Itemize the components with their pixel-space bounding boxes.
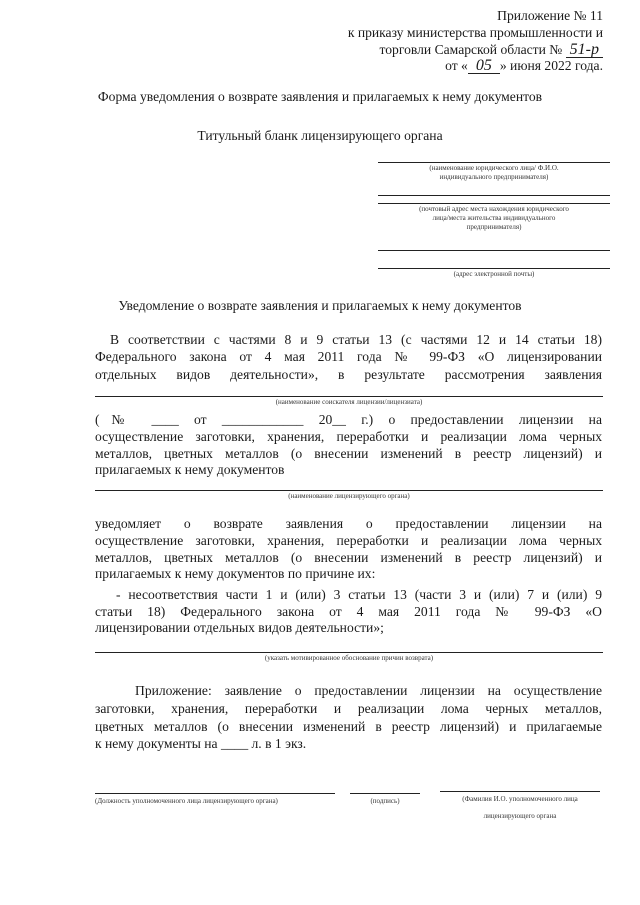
addressee-address-line-1 [378,195,610,196]
reason-line [95,652,603,653]
addressee-address-line-2 [378,203,610,204]
p4-line-3: лицензировании отдельных видов деятельности»; [95,620,384,635]
addressee-name-caption-1: (наименование юридического лица/ Ф.И.О. [429,164,559,172]
p2-line-3: металлов, цветных металлов (о внесении изменений в реестр лицензий) и [95,446,602,461]
header-date-suffix: » июня 2022 года. [499,58,603,73]
signature-line [350,793,420,794]
order-number-handwritten: 51-р [566,43,603,58]
p4-line-2: статьи 18) Федерального закона от 4 мая 2011 года № 99-ФЗ «О [95,604,602,619]
name-caption-2: лицензирующего органа [483,812,557,820]
appendix-line-4: к нему документы на ____ л. в 1 экз. [95,736,307,751]
header-ministry-prefix: торговли Самарской области № [379,42,563,57]
reason-caption: (указать мотивированное обоснование причин возврата) [264,654,434,662]
notice-title: Уведомление о возврате заявления и прилагаемых к нему документов [118,298,522,313]
p3-line-4: прилагаемых к нему документов по причине их: [95,566,376,581]
authority-line [95,490,603,491]
header-date-prefix: от « [445,58,468,73]
p3-line-2: осуществление заготовки, хранения, переработки и реализации лома черных [95,533,602,548]
addressee-extra-line [378,250,610,251]
applicant-caption: (наименование соискателя лицензии/лицензиата) [275,398,423,406]
header-date-line [445,58,603,74]
header-ministry-line [380,42,604,58]
appendix-line-3: цветных металлов (о внесении изменений в реестр лицензий) и прилагаемые [95,719,602,734]
p1-line-2: Федерального закона от 4 мая 2011 года № 99-ФЗ «О лицензировании [95,349,602,364]
position-line [95,793,335,794]
addressee-name-line [378,162,610,163]
name-caption-1: (Фамилия И.О. уполномоченного лица [462,795,578,803]
addressee-address-caption-2: лица/места жительства индивидуального [432,214,556,222]
appendix-line-2: заготовки, хранения, переработки и реализации лома черных металлов, [95,701,602,716]
addressee-name-caption-2: индивидуального предпринимателя) [439,173,549,181]
addressee-email-caption: (адрес электронной почты) [453,270,535,278]
authority-caption: (наименование лицензирующего органа) [288,492,410,500]
applicant-line [95,396,603,397]
p2-line-2: осуществление заготовки, хранения, переработки и реализации лома черных [95,429,602,444]
p1-line-3: отдельных видов деятельности», в результате рассмотрения заявления [95,367,602,382]
name-line [440,791,600,792]
addressee-address-caption-3: предпринимателя) [466,223,522,231]
header-appendix-number: Приложение № 11 [497,8,603,23]
p3-line-1: уведомляет о возврате заявления о предоставлении лицензии на [95,516,602,531]
p2-line-4: прилагаемых к нему документов [95,462,285,477]
blank-title: Титульный бланк лицензирующего органа [197,128,443,143]
addressee-email-line [378,268,610,269]
p1-line-1: В соответствии с частями 8 и 9 статьи 13 (с частями 12 и 14 статьи 18) [110,332,602,347]
p2-line-1: (№ ____ от ____________ 20__ г.) о предоставлении лицензии на [95,412,602,427]
addressee-address-caption-1: (почтовый адрес места нахождения юридического [419,205,569,213]
form-title: Форма уведомления о возврате заявления и прилагаемых к нему документов [97,89,543,104]
appendix-line-1: Приложение: заявление о предоставлении лицензии на осуществление [135,683,602,698]
p4-line-1: - несоответствия части 1 и (или) 3 статьи 13 (части 3 и (или) 7 и (или) 9 [116,587,602,602]
signature-caption: (подпись) [370,797,400,805]
p3-line-3: металлов, цветных металлов (о внесении изменений в реестр лицензий) и [95,550,602,565]
header-order-line: к приказу министерства промышленности и [347,25,603,40]
order-day-handwritten: 05 [468,59,500,74]
position-caption: (Должность уполномоченного лица лицензирующего органа) [95,797,278,805]
